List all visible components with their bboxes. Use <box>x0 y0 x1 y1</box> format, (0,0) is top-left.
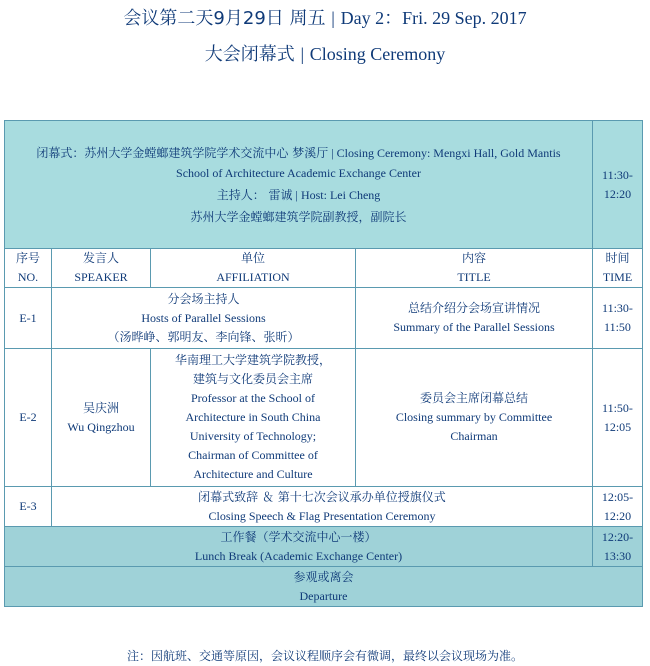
row-number <box>5 349 52 487</box>
time-start: 11:30- <box>602 301 633 315</box>
row-number-text: E-3 <box>19 499 37 513</box>
schedule-table <box>4 120 643 607</box>
affiliation-names: （汤晔峥、郭明友、李向锋、张昕） <box>107 329 300 344</box>
lunch-en: Lunch Break (Academic Exchange Center) <box>194 548 403 563</box>
affiliation-en-1: Professor at the School of <box>191 391 315 405</box>
host-line <box>23 185 574 205</box>
title-cn: 总结介绍分会场宣讲情况 <box>407 301 540 315</box>
intro-cell <box>5 121 593 249</box>
intro-time-start: 11:30- <box>602 167 633 182</box>
affiliation-en-2: Architecture in South China <box>185 410 321 424</box>
speaker-en: Wu Qingzhou <box>67 419 135 434</box>
host-separator: | <box>292 187 301 202</box>
venue-line <box>23 143 574 183</box>
lunch-cell <box>5 527 593 567</box>
column-header-no-cn: 序号 <box>15 251 40 265</box>
table-row <box>5 487 643 527</box>
time-start: 12:05- <box>601 489 634 504</box>
table-row <box>5 288 643 349</box>
affiliation-en: Hosts of Parallel Sessions <box>141 310 266 325</box>
intro-time-end: 12:20 <box>603 186 632 201</box>
ceremony-heading <box>0 40 650 66</box>
affiliation-cn-2: 建筑与文化委员会主席 <box>192 372 313 386</box>
host-en: Host: Lei Cheng <box>300 187 381 202</box>
title-en-2: Chairman <box>450 429 498 443</box>
departure-row <box>5 567 643 607</box>
departure-en: Departure <box>299 588 348 603</box>
venue-en: Closing Ceremony: Mengxi Hall, Gold Mantis School of Architecture Academic Exchange Center <box>176 145 561 180</box>
host-title-cn: 苏州大学金螳螂建筑学院副教授，副院长 <box>190 209 407 224</box>
speaker-cn: 吴庆洲 <box>82 400 119 415</box>
affiliation-en-5: Architecture and Culture <box>193 467 313 481</box>
venue-separator: | <box>328 145 337 160</box>
lunch-cn: 工作餐（学术交流中心一楼） <box>220 529 377 544</box>
column-header-speaker <box>52 249 151 288</box>
speaker-cell <box>52 349 151 487</box>
row-number <box>5 487 52 527</box>
host-cn: 主持人： 雷诚 <box>216 187 293 202</box>
content-cn: 闭幕式致辞 ＆ 第十七次会议承办单位授旗仪式 <box>198 489 446 504</box>
column-header-time-en: TIME <box>602 270 633 284</box>
row-number-text: E-1 <box>19 310 37 325</box>
row-number <box>5 288 52 349</box>
ceremony-heading-cn: 大会闭幕式 <box>204 44 295 65</box>
title-en: Summary of the Parallel Sessions <box>393 320 555 334</box>
affiliation-en-3: University of Technology; <box>189 429 317 443</box>
lunch-time-start: 12:20- <box>601 529 634 544</box>
affiliation-cell <box>151 349 356 487</box>
title-cell <box>356 349 593 487</box>
day-heading-cn: 会议第二天9月29日 周五 <box>123 8 326 29</box>
column-header-title-en: TITLE <box>457 270 491 284</box>
content-cell <box>52 487 593 527</box>
column-header-time-cn: 时间 <box>605 251 630 265</box>
affiliation-cn: 分会场主持人 <box>167 291 240 306</box>
column-header-speaker-cn: 发言人 <box>82 251 119 265</box>
venue-cn: 闭幕式：苏州大学金螳螂建筑学院学术交流中心 梦溪厅 <box>36 145 329 160</box>
column-header-no <box>5 249 52 288</box>
table-row <box>5 349 643 487</box>
departure-cn: 参观或离会 <box>293 569 354 584</box>
title-cn: 委员会主席闭幕总结 <box>419 391 528 405</box>
lunch-time-end: 13:30 <box>603 548 632 563</box>
column-header-title-cn: 内容 <box>461 251 486 265</box>
affiliation-en-4: Chairman of Committee of <box>188 448 318 462</box>
column-header-affiliation-en: AFFILIATION <box>216 270 290 284</box>
column-header-no-en: NO. <box>17 270 39 284</box>
day-heading-separator: | <box>331 8 335 28</box>
ceremony-heading-separator: | <box>300 44 305 64</box>
column-header-title <box>356 249 593 288</box>
day-heading <box>0 4 650 30</box>
day-heading-en: Day 2：Fri. 29 Sep. 2017 <box>340 8 527 28</box>
title-cell <box>356 288 593 349</box>
column-header-speaker-en: SPEAKER <box>74 270 128 284</box>
time-end: 12:20 <box>603 508 632 523</box>
affiliation-cn-1: 华南理工大学建筑学院教授， <box>174 353 331 367</box>
time-start: 11:50- <box>602 400 633 415</box>
affiliation-cell <box>52 288 356 349</box>
column-header-time <box>593 249 643 288</box>
time-cell <box>593 349 643 487</box>
ceremony-heading-en: Closing Ceremony <box>309 44 446 64</box>
time-cell <box>593 487 643 527</box>
content-en: Closing Speech & Flag Presentation Ceremony <box>208 508 436 523</box>
column-header-affiliation-cn: 单位 <box>240 251 265 265</box>
lunch-time-cell <box>593 527 643 567</box>
lunch-row <box>5 527 643 567</box>
departure-cell <box>5 567 643 607</box>
time-end: 11:50 <box>604 320 631 334</box>
host-title-line <box>23 207 574 227</box>
time-end: 12:05 <box>603 419 632 434</box>
time-cell <box>593 288 643 349</box>
title-en-1: Closing summary by Committee <box>395 410 553 424</box>
column-header-affiliation <box>151 249 356 288</box>
row-number-text: E-2 <box>19 410 37 424</box>
footnote: 注：因航班、交通等原因，会议议程顺序会有微调，最终以会议现场为准。 <box>126 649 523 663</box>
intro-time-cell <box>593 121 643 249</box>
column-header-row <box>5 249 643 288</box>
intro-row <box>5 121 643 249</box>
